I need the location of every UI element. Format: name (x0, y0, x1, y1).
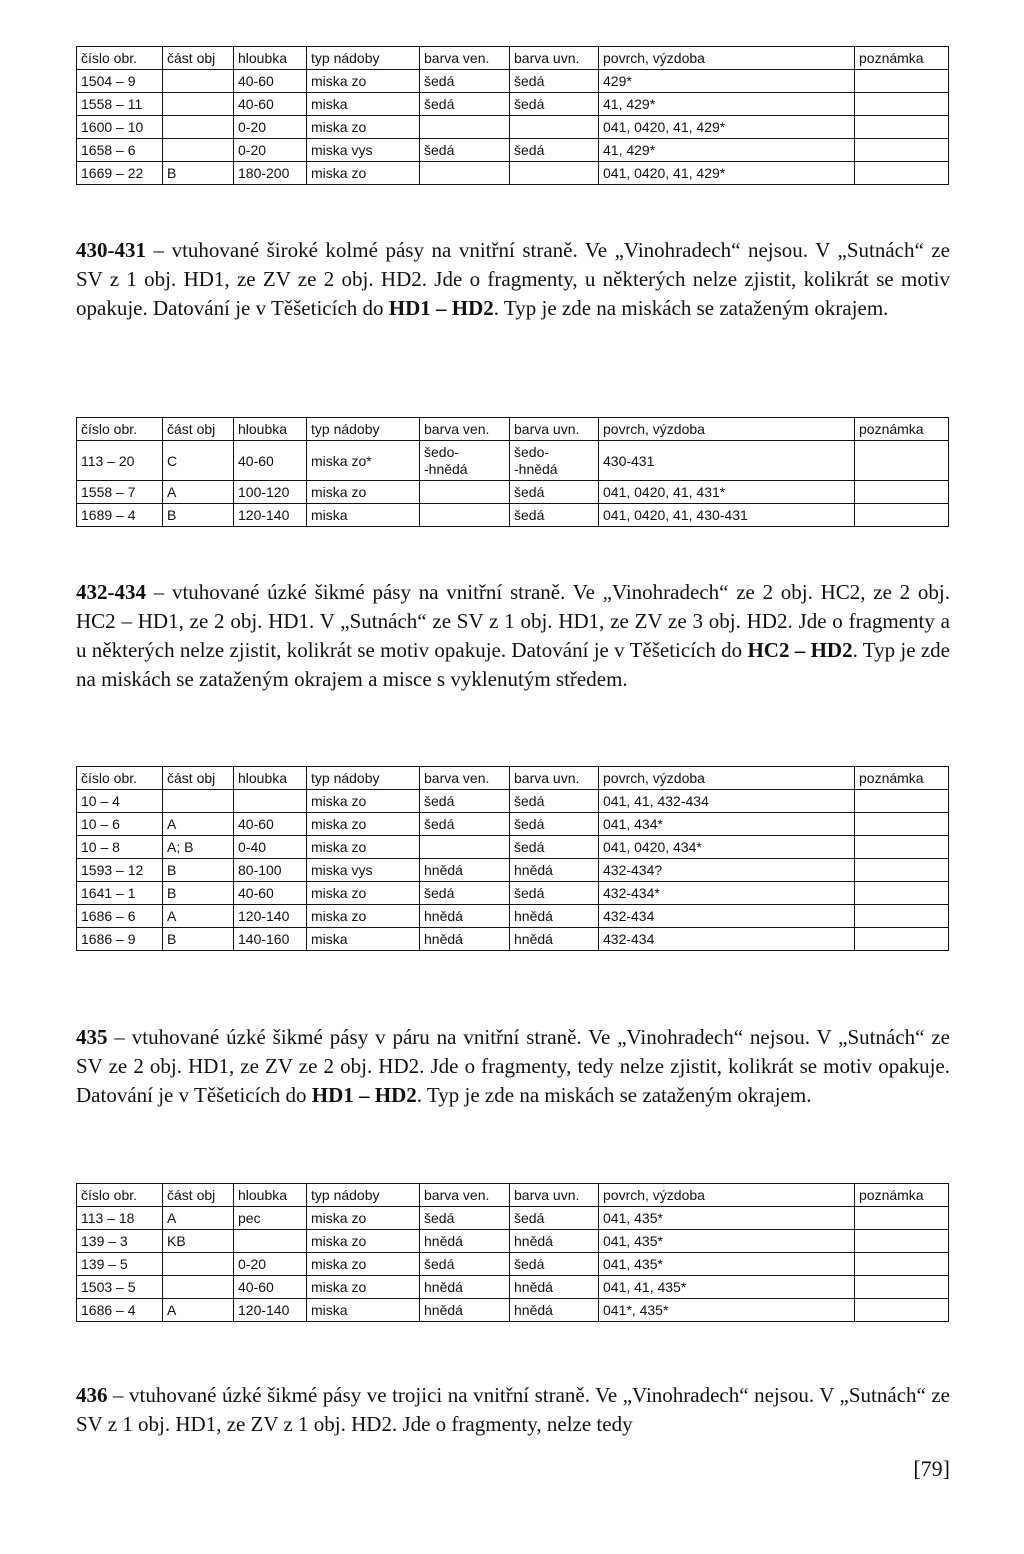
column-header: část obj (163, 1184, 234, 1207)
table-row (77, 1276, 949, 1299)
column-header: typ nádoby (307, 1184, 420, 1207)
table-row (77, 70, 949, 93)
table-cell: šedá (420, 70, 510, 93)
table-cell: šedá (510, 813, 599, 836)
column-header: hloubka (234, 767, 307, 790)
table-cell: 041, 435* (599, 1207, 855, 1230)
table-cell: hnědá (510, 1230, 599, 1253)
table-cell: 139 – 5 (77, 1253, 163, 1276)
table-cell: C (163, 441, 234, 481)
paragraph-435 (76, 1023, 950, 1110)
table-cell (510, 116, 599, 139)
table-cell (855, 905, 949, 928)
table-cell (855, 1230, 949, 1253)
table-cell (855, 93, 949, 116)
table-cell: 120-140 (234, 905, 307, 928)
paragraph-text-tail: . Typ je zde na miskách se zataženým okrajem. (416, 1083, 812, 1107)
table-cell: B (163, 504, 234, 527)
table-cell (855, 481, 949, 504)
table-cell: 120-140 (234, 1299, 307, 1322)
table-cell (420, 504, 510, 527)
table-cell: miska vys (307, 139, 420, 162)
table-cell: miska zo (307, 481, 420, 504)
table-cell: hnědá (510, 905, 599, 928)
table-cell: 1558 – 11 (77, 93, 163, 116)
pottery-table-429 (76, 46, 949, 185)
column-header: povrch, výzdoba (599, 418, 855, 441)
table-cell (855, 813, 949, 836)
pottery-table-432-434 (76, 766, 949, 951)
table-cell: 10 – 4 (77, 790, 163, 813)
motif-number: 430-431 (76, 238, 146, 262)
table-cell: B (163, 928, 234, 951)
table-cell: 1503 – 5 (77, 1276, 163, 1299)
table-cell: šedá (420, 1253, 510, 1276)
page-number: [79] (913, 1456, 950, 1481)
table-row (77, 813, 949, 836)
table-cell (420, 116, 510, 139)
table-cell: miska (307, 1299, 420, 1322)
column-header: typ nádoby (307, 767, 420, 790)
table-cell: 1686 – 4 (77, 1299, 163, 1322)
table-cell (855, 139, 949, 162)
table-cell: šedá (510, 836, 599, 859)
table-header-row (77, 418, 949, 441)
pottery-table-430-431 (76, 417, 949, 527)
table-row (77, 1253, 949, 1276)
column-header: barva uvn. (510, 1184, 599, 1207)
table-cell: 041, 0420, 41, 429* (599, 116, 855, 139)
table-cell: A (163, 1207, 234, 1230)
paragraph-432-434 (76, 578, 950, 694)
column-header: barva uvn. (510, 767, 599, 790)
table-cell: 041, 435* (599, 1253, 855, 1276)
table-cell: A (163, 1299, 234, 1322)
table-cell: 40-60 (234, 70, 307, 93)
table-cell: hnědá (420, 859, 510, 882)
column-header: hloubka (234, 418, 307, 441)
table-row (77, 1299, 949, 1322)
table-cell: miska zo (307, 1230, 420, 1253)
table-row (77, 1230, 949, 1253)
table-cell: miska zo (307, 882, 420, 905)
column-header: barva ven. (420, 47, 510, 70)
table-cell: 139 – 3 (77, 1230, 163, 1253)
table-row (77, 928, 949, 951)
table-cell: miska zo (307, 790, 420, 813)
table-cell: šedá (510, 1253, 599, 1276)
motif-number: 432-434 (76, 580, 146, 604)
table-row (77, 441, 949, 481)
column-header: číslo obr. (77, 767, 163, 790)
table-cell: 1689 – 4 (77, 504, 163, 527)
column-header: povrch, výzdoba (599, 1184, 855, 1207)
table-cell: 1686 – 9 (77, 928, 163, 951)
table-cell (855, 1276, 949, 1299)
table-cell: 041, 434* (599, 813, 855, 836)
table-row (77, 905, 949, 928)
table-cell: šedá (510, 93, 599, 116)
column-header: číslo obr. (77, 418, 163, 441)
table-cell: 0-20 (234, 139, 307, 162)
table-cell (855, 441, 949, 481)
table-cell: 40-60 (234, 882, 307, 905)
table-cell: šedá (510, 882, 599, 905)
column-header: povrch, výzdoba (599, 47, 855, 70)
table-cell (855, 836, 949, 859)
table-cell (855, 928, 949, 951)
table-cell: 10 – 6 (77, 813, 163, 836)
table-cell: 1658 – 6 (77, 139, 163, 162)
table-cell (855, 1253, 949, 1276)
table-cell (855, 882, 949, 905)
table-cell: 430-431 (599, 441, 855, 481)
column-header: poznámka (855, 47, 949, 70)
table-cell: miska zo (307, 813, 420, 836)
table-cell: miska zo (307, 1276, 420, 1299)
table-cell: hnědá (420, 1230, 510, 1253)
table-cell: A (163, 813, 234, 836)
table-cell: 180-200 (234, 162, 307, 185)
column-header: typ nádoby (307, 418, 420, 441)
column-header: hloubka (234, 1184, 307, 1207)
table-cell (234, 790, 307, 813)
dating-range: HC2 – HD2 (747, 638, 853, 662)
table-cell: 41, 429* (599, 139, 855, 162)
table-cell: 1600 – 10 (77, 116, 163, 139)
table-cell: hnědá (420, 905, 510, 928)
table-header-row (77, 1184, 949, 1207)
table-cell: miska zo (307, 1253, 420, 1276)
table-cell: 1641 – 1 (77, 882, 163, 905)
column-header: číslo obr. (77, 47, 163, 70)
table-cell: 40-60 (234, 1276, 307, 1299)
table-cell (855, 70, 949, 93)
table-cell: 0-20 (234, 1253, 307, 1276)
table-cell: A (163, 905, 234, 928)
table-cell (163, 139, 234, 162)
table-header-row (77, 47, 949, 70)
table-cell: 1686 – 6 (77, 905, 163, 928)
table-cell: pec (234, 1207, 307, 1230)
table-cell: šedá (510, 790, 599, 813)
table-cell: šedá (420, 813, 510, 836)
table-cell: B (163, 162, 234, 185)
table-row (77, 882, 949, 905)
paragraph-text: – vtuhované široké kolmé pásy na vnitřní straně. Ve „Vinohradech“ nejsou. V „Sutnách“ ze SV z 1 obj. HD1, ze ZV ze 2 obj. HD2. Jde o fragmenty, u některých nelze zjistit, kolikrát se motiv opakuje. Datování je v Těšeticích do (76, 238, 950, 320)
table-cell: 041, 41, 435* (599, 1276, 855, 1299)
table-cell: hnědá (510, 1276, 599, 1299)
table-cell: 432-434 (599, 905, 855, 928)
table-cell: hnědá (420, 1299, 510, 1322)
table-cell: 041*, 435* (599, 1299, 855, 1322)
table-cell: miska zo (307, 116, 420, 139)
table-cell: 1558 – 7 (77, 481, 163, 504)
column-header: typ nádoby (307, 47, 420, 70)
column-header: část obj (163, 47, 234, 70)
column-header: povrch, výzdoba (599, 767, 855, 790)
table-cell: šedo- -hnědá (510, 441, 599, 481)
table-cell: šedá (510, 1207, 599, 1230)
table-cell: A (163, 481, 234, 504)
table-row (77, 1207, 949, 1230)
table-cell: 429* (599, 70, 855, 93)
table-row (77, 481, 949, 504)
table-cell: miska (307, 504, 420, 527)
table-cell: 120-140 (234, 504, 307, 527)
table-row (77, 139, 949, 162)
table-cell: miska zo (307, 162, 420, 185)
table-cell: 140-160 (234, 928, 307, 951)
paragraph-text: – vtuhované úzké šikmé pásy na vnitřní straně. Ve „Vinohradech“ ze 2 obj. HC2, ze 2 obj. HC2 – HD1, ze 2 obj. HD1. V „Sutnách“ ze SV z 1 obj. HD1, ze ZV ze 3 obj. HD2. Jde o fragmenty a u některých nelze zjistit, kolikrát se motiv opakuje. Datování je v Těšeticích do (76, 580, 950, 662)
table-cell: 041, 0420, 41, 430-431 (599, 504, 855, 527)
column-header: barva uvn. (510, 47, 599, 70)
table-cell: 432-434 (599, 928, 855, 951)
table-row (77, 93, 949, 116)
motif-number: 436 (76, 1383, 108, 1407)
table-cell: 432-434* (599, 882, 855, 905)
table-cell (855, 116, 949, 139)
table-cell (163, 116, 234, 139)
table-cell: miska zo (307, 70, 420, 93)
table-cell: 80-100 (234, 859, 307, 882)
table-cell: šedá (420, 882, 510, 905)
table-cell: B (163, 859, 234, 882)
column-header: poznámka (855, 418, 949, 441)
dating-range: HD1 – HD2 (311, 1083, 417, 1107)
table-row (77, 859, 949, 882)
paragraph-436 (76, 1381, 950, 1439)
motif-number: 435 (76, 1025, 108, 1049)
table-cell (420, 162, 510, 185)
column-header: číslo obr. (77, 1184, 163, 1207)
column-header: poznámka (855, 1184, 949, 1207)
table-row (77, 836, 949, 859)
table-cell: miska vys (307, 859, 420, 882)
column-header: barva uvn. (510, 418, 599, 441)
table-cell (855, 859, 949, 882)
table-cell: šedá (420, 790, 510, 813)
table-cell: 40-60 (234, 441, 307, 481)
table-cell: hnědá (510, 928, 599, 951)
column-header: barva ven. (420, 767, 510, 790)
table-cell: 0-40 (234, 836, 307, 859)
table-cell (163, 70, 234, 93)
table-cell: šedá (510, 70, 599, 93)
table-cell (163, 1276, 234, 1299)
column-header: poznámka (855, 767, 949, 790)
column-header: barva ven. (420, 418, 510, 441)
table-cell (855, 504, 949, 527)
table-cell: šedá (510, 481, 599, 504)
table-row (77, 504, 949, 527)
table-cell: 041, 435* (599, 1230, 855, 1253)
pottery-table-435 (76, 1183, 949, 1322)
column-header: část obj (163, 767, 234, 790)
table-header-row (77, 767, 949, 790)
table-cell: šedá (510, 504, 599, 527)
table-cell: miska zo (307, 836, 420, 859)
table-cell: 041, 0420, 41, 431* (599, 481, 855, 504)
table-cell: miska zo (307, 905, 420, 928)
table-cell: 100-120 (234, 481, 307, 504)
table-cell: hnědá (420, 928, 510, 951)
paragraph-text-tail: . Typ je zde na miskách se zataženým okrajem. (493, 296, 889, 320)
table-cell (420, 481, 510, 504)
table-cell (855, 1207, 949, 1230)
table-row (77, 116, 949, 139)
table-cell: 432-434? (599, 859, 855, 882)
table-cell: B (163, 882, 234, 905)
table-cell: 1504 – 9 (77, 70, 163, 93)
table-cell: hnědá (510, 1299, 599, 1322)
paragraph-text: – vtuhované úzké šikmé pásy ve trojici na vnitřní straně. Ve „Vinohradech“ nejsou. V „Sutnách“ ze SV z 1 obj. HD1, ze ZV z 1 obj. HD2. Jde o fragmenty, nelze tedy (76, 1383, 950, 1436)
table-cell: hnědá (510, 859, 599, 882)
column-header: hloubka (234, 47, 307, 70)
table-cell: 1669 – 22 (77, 162, 163, 185)
column-header: barva ven. (420, 1184, 510, 1207)
table-cell: 041, 41, 432-434 (599, 790, 855, 813)
table-cell (420, 836, 510, 859)
column-header: část obj (163, 418, 234, 441)
paragraph-text-tail: . Typ je zde na miskách se zataženým okrajem a misce s vyklenutým středem. (76, 638, 951, 691)
table-cell: šedá (420, 93, 510, 116)
table-cell: miska zo (307, 1207, 420, 1230)
table-cell: 113 – 20 (77, 441, 163, 481)
table-cell: 041, 0420, 41, 429* (599, 162, 855, 185)
table-cell: 40-60 (234, 813, 307, 836)
table-cell: 41, 429* (599, 93, 855, 116)
table-cell: šedá (420, 1207, 510, 1230)
table-cell: 40-60 (234, 93, 307, 116)
table-cell: KB (163, 1230, 234, 1253)
dating-range: HD1 – HD2 (388, 296, 494, 320)
table-cell (234, 1230, 307, 1253)
table-cell: 10 – 8 (77, 836, 163, 859)
table-cell: miska (307, 93, 420, 116)
table-cell (163, 93, 234, 116)
table-cell (855, 1299, 949, 1322)
table-cell: 041, 0420, 434* (599, 836, 855, 859)
table-cell: 0-20 (234, 116, 307, 139)
table-cell (855, 790, 949, 813)
table-cell: 113 – 18 (77, 1207, 163, 1230)
paragraph-text: – vtuhované úzké šikmé pásy v páru na vnitřní straně. Ve „Vinohradech“ nejsou. V „Sutnách“ ze SV ze 2 obj. HD1, ze ZV ze 2 obj. HD2. Jde o fragmenty, tedy nelze zjistit, kolikrát se motiv opakuje. Datování je v Těšeticích do (76, 1025, 950, 1107)
table-cell (510, 162, 599, 185)
table-cell: hnědá (420, 1276, 510, 1299)
table-cell: šedá (510, 139, 599, 162)
table-cell: miska zo* (307, 441, 420, 481)
table-cell: šedá (420, 139, 510, 162)
table-row (77, 790, 949, 813)
paragraph-430-431 (76, 236, 950, 323)
table-cell: miska (307, 928, 420, 951)
table-cell: A; B (163, 836, 234, 859)
table-cell (163, 790, 234, 813)
table-cell: šedo- -hnědá (420, 441, 510, 481)
table-cell (163, 1253, 234, 1276)
table-cell: 1593 – 12 (77, 859, 163, 882)
table-cell (855, 162, 949, 185)
table-row (77, 162, 949, 185)
